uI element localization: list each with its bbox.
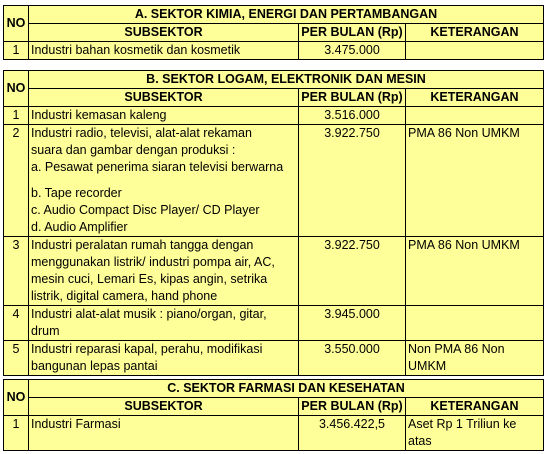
no-header: NO (4, 71, 29, 107)
per-bulan-header: PER BULAN (Rp) (299, 89, 406, 107)
keterangan-line: PMA 86 Non UMKM (408, 238, 520, 252)
keterangan-line: Non PMA 86 Non (408, 342, 505, 356)
subsektor-line: b. Tape recorder (31, 186, 122, 200)
row-keterangan (406, 42, 544, 60)
row-subsektor: Industri bahan kosmetik dan kosmetik (29, 42, 299, 60)
per-bulan-header: PER BULAN (Rp) (299, 24, 406, 42)
row-per-bulan: 3.945.000 (299, 306, 406, 341)
keterangan-header: KETERANGAN (406, 24, 544, 42)
subsektor-line: bangunan lepas pantai (31, 359, 158, 373)
row-per-bulan: 3.516.000 (299, 107, 406, 125)
row-per-bulan: 3.456.422,5 (299, 416, 406, 451)
row-keterangan (406, 416, 544, 451)
keterangan-line: Aset Rp 1 Triliun ke (408, 417, 517, 431)
no-header: NO (4, 6, 29, 42)
row-subsektor (29, 107, 299, 125)
keterangan-line: UMKM (408, 359, 447, 373)
row-no: 1 (4, 42, 29, 60)
row-subsektor (29, 341, 299, 376)
subsektor-line: listrik, digital camera, hand phone (31, 289, 218, 303)
row-no: 2 (4, 125, 29, 237)
row-subsektor (29, 125, 299, 237)
row-keterangan (406, 237, 544, 306)
subsektor-line: Industri alat-alat musik : piano/organ, gitar, (31, 307, 267, 321)
subsektor-line: menggunakan listrik/ industri pompa air, AC, (31, 255, 275, 269)
subsektor-header: SUBSEKTOR (29, 24, 299, 42)
subsektor-line: drum (31, 324, 60, 338)
section-title: C. SEKTOR FARMASI DAN KESEHATAN (29, 380, 544, 398)
row-per-bulan: 3.475.000 (299, 42, 406, 60)
table-row (4, 416, 544, 451)
table-row (4, 306, 544, 341)
subsektor-line: Industri peralatan rumah tangga dengan (31, 238, 254, 252)
row-keterangan (406, 306, 544, 341)
subsektor-line: a. Pesawat penerima siaran televisi berwarna (31, 160, 284, 174)
subsektor-header: SUBSEKTOR (29, 398, 299, 416)
keterangan-line: PMA 86 Non UMKM (408, 126, 520, 140)
row-per-bulan: 3.922.750 (299, 237, 406, 306)
row-no: 1 (4, 416, 29, 451)
row-keterangan (406, 107, 544, 125)
keterangan-header: KETERANGAN (406, 398, 544, 416)
per-bulan-header: PER BULAN (Rp) (299, 398, 406, 416)
table-sektor-kimia (3, 5, 544, 60)
no-header: NO (4, 380, 29, 416)
row-subsektor (29, 237, 299, 306)
row-no: 1 (4, 107, 29, 125)
row-subsektor: Industri Farmasi (29, 416, 299, 451)
subsektor-line: suara dan gambar dengan produksi : (31, 143, 236, 157)
keterangan-header: KETERANGAN (406, 89, 544, 107)
subsektor-line: c. Audio Compact Disc Player/ CD Player (31, 203, 260, 217)
subsektor-line: Industri kemasan kaleng (31, 108, 167, 122)
section-title: A. SEKTOR KIMIA, ENERGI DAN PERTAMBANGAN (29, 6, 544, 24)
table-sektor-logam (3, 70, 544, 376)
row-keterangan (406, 341, 544, 376)
table-sektor-farmasi (3, 379, 544, 451)
table-row (4, 341, 544, 376)
subsektor-line: Industri reparasi kapal, perahu, modifikasi (31, 342, 263, 356)
row-no: 4 (4, 306, 29, 341)
subsektor-line: Industri radio, televisi, alat-alat rekaman (31, 126, 252, 140)
subsektor-line: mesin cuci, Lemari Es, kipas angin, setrika (31, 272, 268, 286)
table-row (4, 42, 544, 60)
row-per-bulan: 3.922.750 (299, 125, 406, 237)
keterangan-line: atas (408, 434, 432, 448)
subsektor-line: d. Audio Amplifier (31, 220, 128, 234)
table-row (4, 237, 544, 306)
table-row (4, 125, 544, 237)
row-no: 3 (4, 237, 29, 306)
section-title: B. SEKTOR LOGAM, ELEKTRONIK DAN MESIN (29, 71, 544, 89)
row-no: 5 (4, 341, 29, 376)
row-per-bulan: 3.550.000 (299, 341, 406, 376)
row-keterangan (406, 125, 544, 237)
row-subsektor (29, 306, 299, 341)
subsektor-header: SUBSEKTOR (29, 89, 299, 107)
table-row (4, 107, 544, 125)
